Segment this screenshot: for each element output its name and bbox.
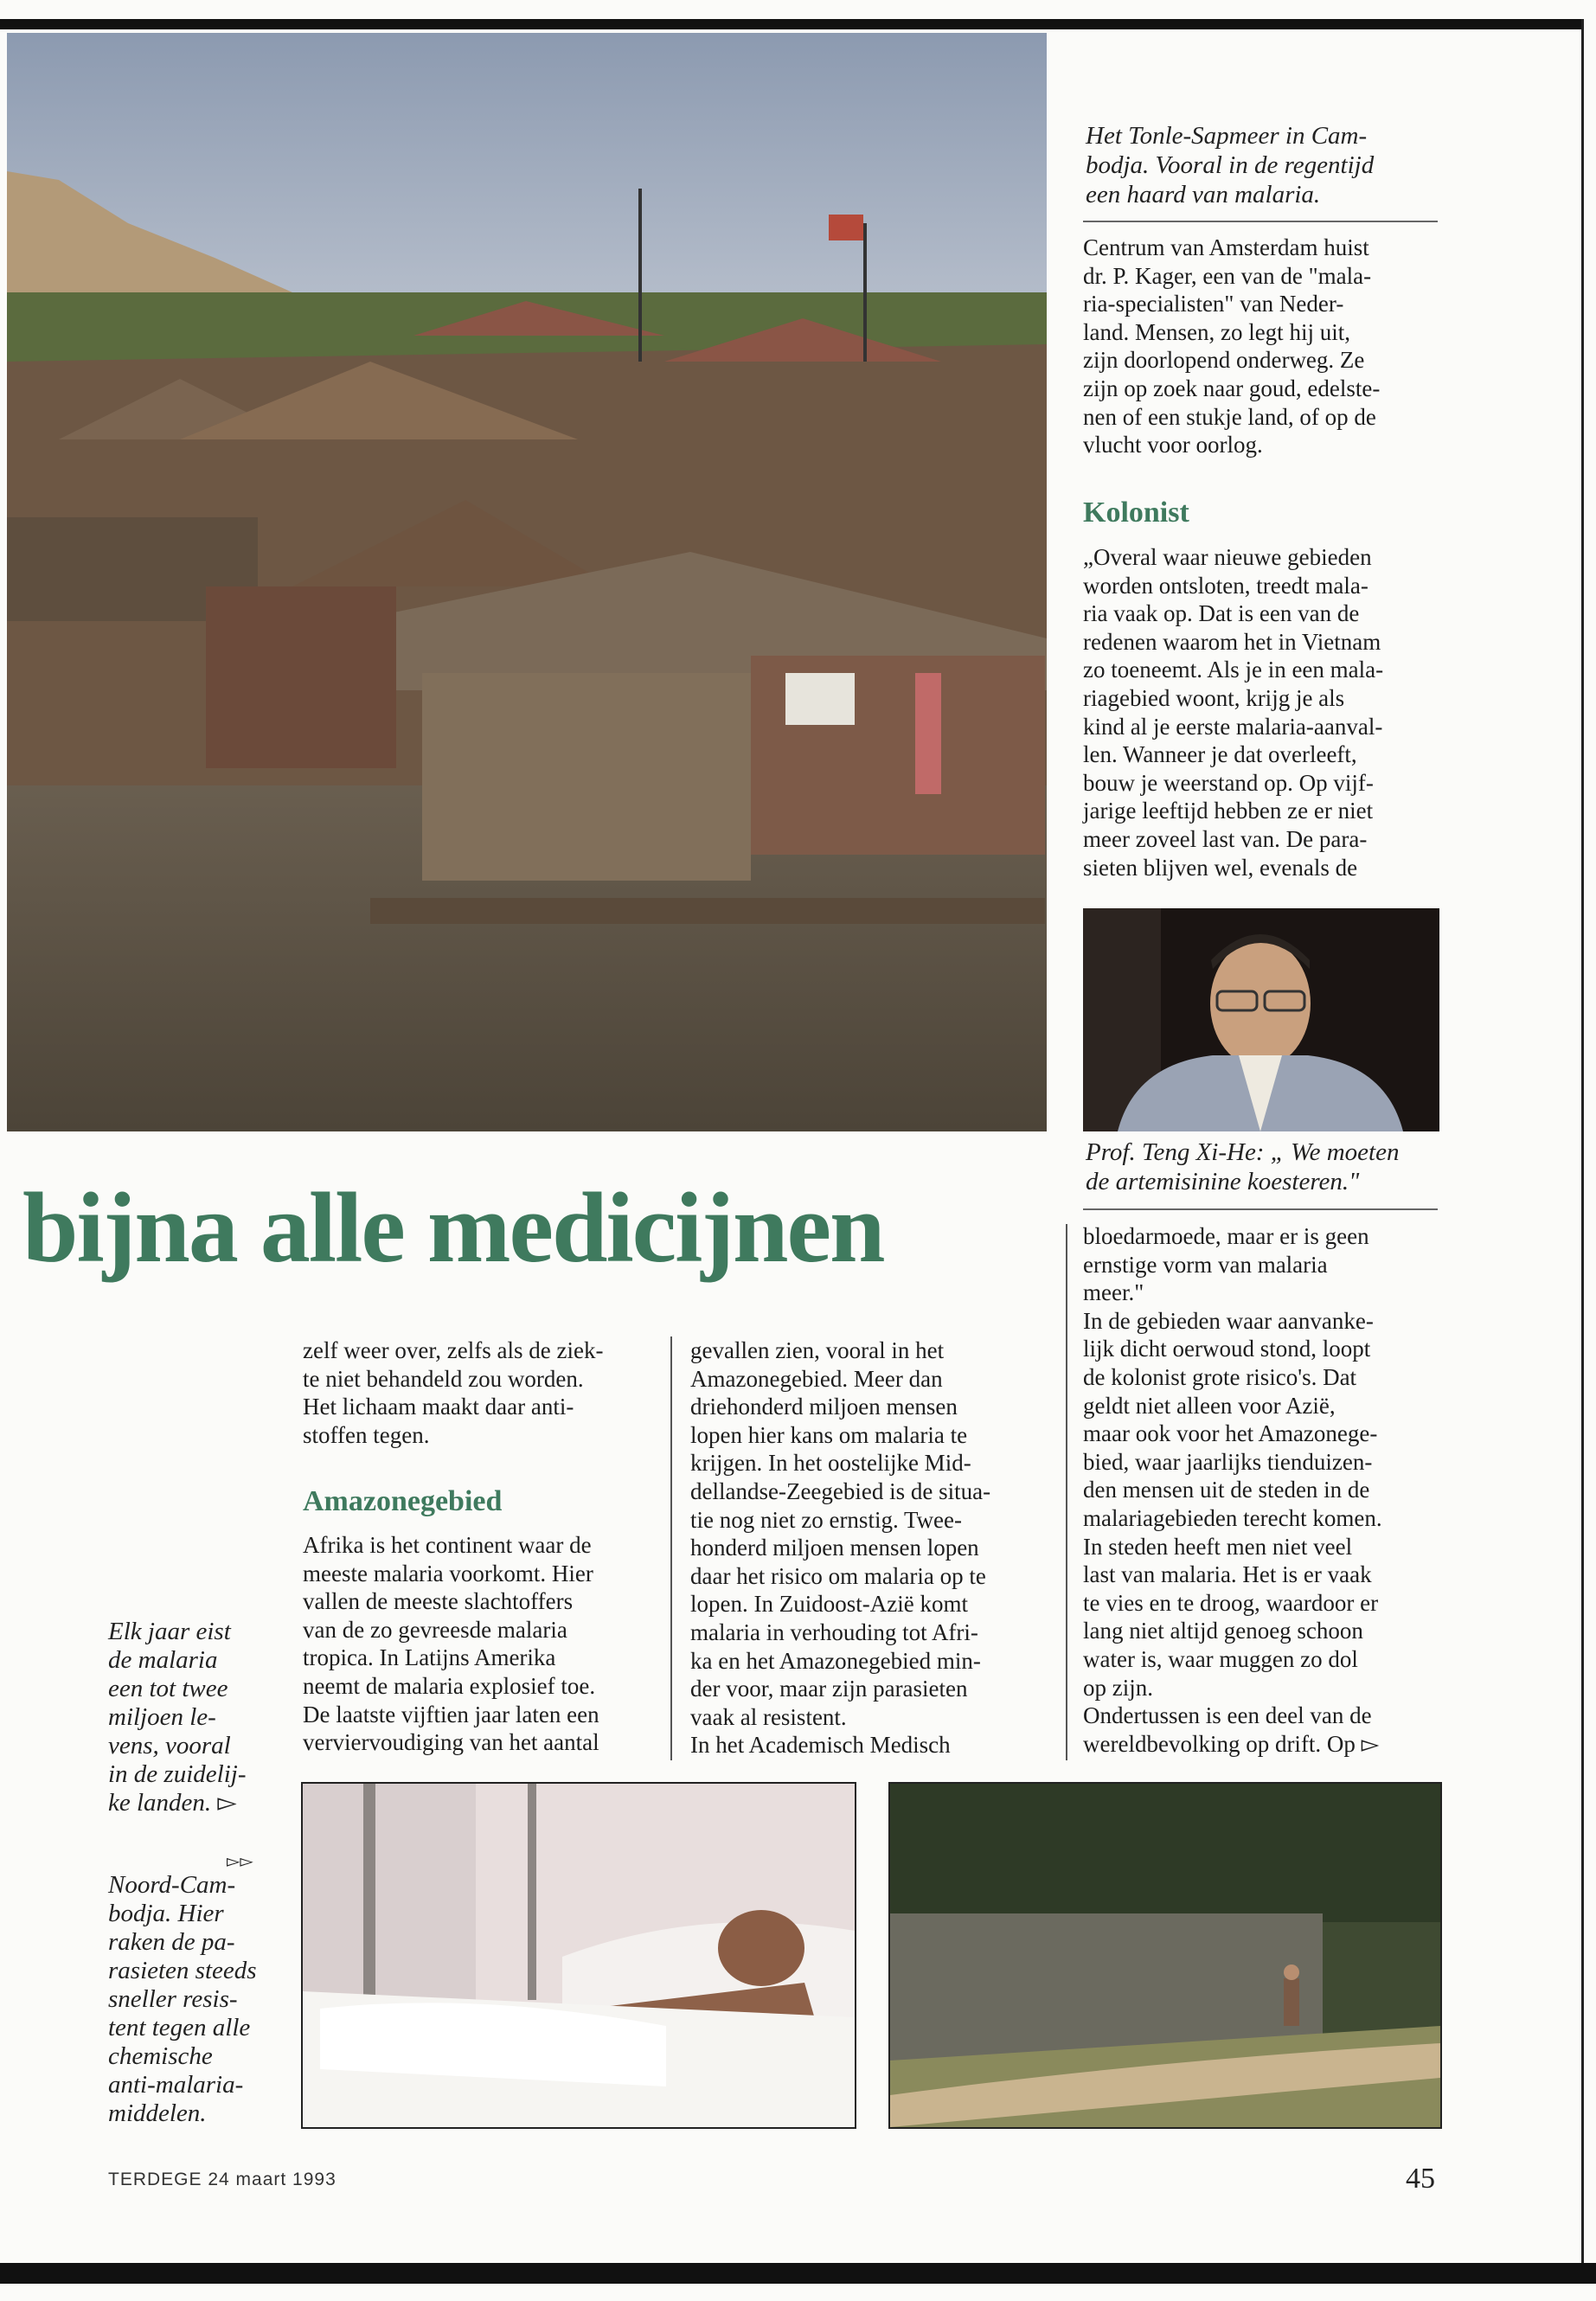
text-line: zijn op zoek naar goud, edelste- bbox=[1083, 375, 1381, 401]
text-line: zelf weer over, zelfs als de ziek- bbox=[303, 1337, 604, 1363]
text-line: den mensen uit de steden in de bbox=[1083, 1477, 1370, 1503]
text-line: lang niet altijd genoeg schoon bbox=[1083, 1618, 1363, 1644]
text-line: zijn doorlopend onderweg. Ze bbox=[1083, 347, 1365, 374]
text-line: riagebied woont, krijg je als bbox=[1083, 684, 1345, 711]
text-line: sieten blijven wel, evenals de bbox=[1083, 854, 1358, 881]
text-line: zo toeneemt. Als je in een mala- bbox=[1083, 657, 1384, 683]
subhead-amazonegebied: Amazonegebied bbox=[303, 1485, 503, 1517]
text-line: geldt niet alleen voor Azië, bbox=[1083, 1392, 1336, 1419]
text-line: last van malaria. Het is er vaak bbox=[1083, 1561, 1372, 1588]
caption-line: vens, vooral bbox=[108, 1732, 231, 1759]
caption-line: bodja. Vooral in de regentijd bbox=[1086, 151, 1375, 179]
text-line: In de gebieden waar aanvanke- bbox=[1083, 1307, 1374, 1334]
right-column-continued bbox=[1083, 1222, 1455, 1758]
text-line: krijgen. In het oostelijke Mid- bbox=[690, 1450, 971, 1477]
text-line: lopen. In Zuidoost-Azië komt bbox=[690, 1591, 968, 1618]
top-border-bar bbox=[0, 19, 1583, 29]
text-line: lijk dicht oerwoud stond, loopt bbox=[1083, 1336, 1371, 1362]
headline: bijna alle medicijnen bbox=[22, 1173, 884, 1284]
caption-line: een haard van malaria. bbox=[1086, 181, 1321, 208]
column-divider bbox=[1066, 1224, 1067, 1760]
caption-line: bodja. Hier bbox=[108, 1900, 224, 1927]
text-line: meer." bbox=[1083, 1279, 1144, 1306]
text-line: honderd miljoen mensen lopen bbox=[690, 1535, 979, 1561]
text-line: malaria in verhouding tot Afri- bbox=[690, 1618, 978, 1645]
caption-line: miljoen le- bbox=[108, 1703, 216, 1731]
caption-line: Het Tonle-Sapmeer in Cam- bbox=[1086, 122, 1368, 150]
text-line: Afrika is het continent waar de bbox=[303, 1532, 592, 1558]
caption-line: middelen. bbox=[108, 2099, 207, 2127]
text-line: water is, waar muggen zo dol bbox=[1083, 1645, 1358, 1672]
caption-divider bbox=[1083, 221, 1438, 222]
text-line: malariagebieden terecht komen. bbox=[1083, 1504, 1382, 1531]
text-line: De laatste vijftien jaar laten een bbox=[303, 1701, 599, 1727]
text-line: bied, waar jaarlijks tienduizen- bbox=[1083, 1448, 1373, 1475]
text-line: wereldbevolking op drift. Op ▻ bbox=[1083, 1730, 1380, 1757]
text-line: neemt de malaria explosief toe. bbox=[303, 1672, 596, 1699]
text-line: tropica. In Latijns Amerika bbox=[303, 1644, 556, 1671]
text-line: te niet behandeld zou worden. bbox=[303, 1365, 584, 1392]
caption-line: anti-malaria- bbox=[108, 2071, 244, 2099]
text-line: verviervoudiging van het aantal bbox=[303, 1729, 599, 1756]
text-line: land. Mensen, zo legt hij uit, bbox=[1083, 318, 1350, 345]
text-line: vaak al resistent. bbox=[690, 1703, 847, 1730]
text-line: ernstige vorm van malaria bbox=[1083, 1251, 1328, 1278]
text-line: ka en het Amazonegebied min- bbox=[690, 1647, 981, 1674]
caption-line: Elk jaar eist bbox=[108, 1618, 231, 1645]
text-line: kind al je eerste malaria-aanval- bbox=[1083, 713, 1383, 740]
caption-line: chemische bbox=[108, 2042, 213, 2070]
right-column-kolonist bbox=[1083, 543, 1446, 881]
caption-line: de malaria bbox=[108, 1646, 218, 1674]
text-line: worden ontsloten, treedt mala- bbox=[1083, 572, 1368, 599]
caption-line: rasieten steeds bbox=[108, 1957, 257, 1984]
article-column-1-continued bbox=[303, 1531, 666, 1757]
sidebar-caption-malaria-deaths bbox=[108, 1618, 281, 1817]
lake-village-photo bbox=[7, 33, 1047, 1131]
text-line: maar ook voor het Amazonege- bbox=[1083, 1420, 1378, 1447]
caption-line: een tot twee bbox=[108, 1675, 228, 1702]
caption-line: Noord-Cam- bbox=[108, 1871, 236, 1899]
text-line: „Overal waar nieuwe gebieden bbox=[1083, 544, 1372, 570]
text-line: vallen de meeste slachtoffers bbox=[303, 1588, 574, 1615]
caption-divider bbox=[1083, 1208, 1438, 1210]
column-divider bbox=[670, 1336, 672, 1760]
text-line: ria vaak op. Dat is een van de bbox=[1083, 600, 1360, 627]
bottom-border-bar bbox=[0, 2263, 1596, 2284]
caption-line: raken de pa- bbox=[108, 1928, 235, 1956]
text-line: tie nog niet zo ernstig. Twee- bbox=[690, 1506, 963, 1533]
text-line: van de zo gevreesde malaria bbox=[303, 1616, 567, 1643]
professor-portrait-photo bbox=[1083, 908, 1439, 1131]
text-line: Het lichaam maakt daar anti- bbox=[303, 1394, 574, 1420]
text-line: In steden heeft men niet veel bbox=[1083, 1533, 1353, 1560]
text-line: op zijn. bbox=[1083, 1674, 1153, 1701]
text-line: te vies en te droog, waardoor er bbox=[1083, 1589, 1379, 1616]
text-line: meer zoveel last van. De para- bbox=[1083, 825, 1368, 852]
text-line: vlucht voor oorlog. bbox=[1083, 432, 1263, 458]
right-column-intro bbox=[1083, 234, 1446, 459]
caption-line: de artemisinine koesteren." bbox=[1086, 1168, 1360, 1195]
text-line: Centrum van Amsterdam huist bbox=[1083, 234, 1369, 260]
professor-photo-caption bbox=[1086, 1138, 1449, 1196]
caption-line: Prof. Teng Xi-He: „ We moeten bbox=[1086, 1138, 1400, 1166]
text-line: stoffen tegen. bbox=[303, 1421, 430, 1448]
article-column-1 bbox=[303, 1336, 666, 1449]
lake-photo-caption bbox=[1086, 121, 1432, 209]
sidebar-caption-north-cambodia bbox=[108, 1871, 290, 2128]
text-line: ria-specialisten" van Neder- bbox=[1083, 291, 1344, 317]
caption-line: in de zuidelij- bbox=[108, 1760, 247, 1788]
text-line: redenen waarom het in Vietnam bbox=[1083, 628, 1381, 655]
text-line: jarige leeftijd hebben ze er niet bbox=[1083, 798, 1374, 824]
text-line: Amazonegebied. Meer dan bbox=[690, 1365, 943, 1392]
hospital-patient-photo bbox=[301, 1782, 856, 2129]
text-line: daar het risico om malaria op te bbox=[690, 1562, 986, 1589]
text-line: dr. P. Kager, een van de "mala- bbox=[1083, 262, 1372, 289]
right-border-line bbox=[1581, 19, 1584, 2268]
text-line: driehonderd miljoen mensen bbox=[690, 1394, 958, 1420]
article-column-2 bbox=[690, 1336, 1054, 1759]
text-line: gevallen zien, vooral in het bbox=[690, 1337, 945, 1363]
caption-line: tent tegen alle bbox=[108, 2014, 251, 2041]
text-line: bloedarmoede, maar er is geen bbox=[1083, 1223, 1369, 1249]
caption-line: ke landen. ▻ bbox=[108, 1789, 237, 1817]
text-line: lopen hier kans om malaria te bbox=[690, 1421, 968, 1448]
caption-line: sneller resis- bbox=[108, 1985, 238, 2013]
text-line: dellandse-Zeegebied is de situa- bbox=[690, 1477, 991, 1504]
text-line: In het Academisch Medisch bbox=[690, 1732, 951, 1759]
magazine-issue-footer: TERDEGE 24 maart 1993 bbox=[108, 2170, 337, 2189]
cambodia-road-photo bbox=[888, 1782, 1442, 2129]
text-line: der voor, maar zijn parasieten bbox=[690, 1676, 968, 1702]
sidebar-caption-arrow-marker: ▻▻ bbox=[227, 1852, 253, 1871]
text-line: len. Wanneer je dat overleeft, bbox=[1083, 741, 1357, 768]
text-line: meeste malaria voorkomt. Hier bbox=[303, 1560, 593, 1586]
text-line: nen of een stukje land, of op de bbox=[1083, 403, 1376, 430]
text-line: bouw je weerstand op. Op vijf- bbox=[1083, 769, 1374, 796]
text-line: Ondertussen is een deel van de bbox=[1083, 1702, 1372, 1729]
subhead-kolonist: Kolonist bbox=[1083, 497, 1189, 529]
text-line: de kolonist grote risico's. Dat bbox=[1083, 1363, 1357, 1390]
page-number: 45 bbox=[1406, 2163, 1435, 2195]
